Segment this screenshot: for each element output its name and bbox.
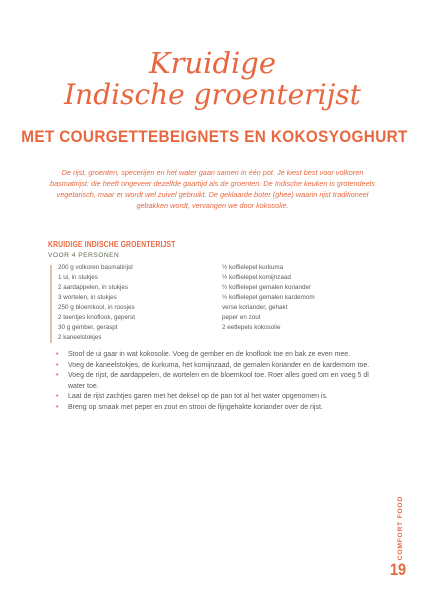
ingredient-item: 30 g gember, geraspt bbox=[58, 324, 118, 331]
bullet-icon: • bbox=[56, 393, 59, 400]
ingredient-item: verse koriander, gehakt bbox=[222, 304, 288, 311]
ingredients-left-column bbox=[58, 263, 218, 343]
ingredient-item: 250 g bloemkool, in roosjes bbox=[58, 304, 135, 311]
ingredient-item: 2 eetlepels kokosolie bbox=[222, 324, 281, 331]
ingredient-item: ½ koffielepel gemalen kardemom bbox=[222, 294, 315, 301]
ingredients-rule bbox=[50, 265, 52, 343]
step-text: Voeg de rijst, de aardappelen, de wortelen en de bloemkool toe. Roer alles goed om en voeg 5 dl water toe. bbox=[68, 372, 369, 390]
ingredient-item: 200 g volkoren basmatirijst bbox=[58, 264, 133, 271]
intro-paragraph: De rijst, groenten, specerijen en het water gaan samen in één pot. Je kiest best voor volkoren basmatirijst: die heeft ongeveer dezelfde gaartijd als de groenten. De Indische keuken is grotendeels vegetarisch, maar er wordt wel zuivel gebruikt. De geklaarde boter (ghee) waarin rijst traditioneel gebakken wordt, vervangen we door kokosolie. bbox=[50, 168, 375, 210]
step-item bbox=[56, 371, 386, 392]
subtitle: MET COURGETTEBEIGNETS EN KOKOSYOGHURT bbox=[21, 127, 408, 146]
bullet-icon: • bbox=[56, 361, 59, 369]
step-item bbox=[56, 392, 386, 403]
title-line-1: Kruidige bbox=[148, 46, 277, 80]
page-number: 19 bbox=[390, 560, 407, 579]
step-item bbox=[56, 403, 386, 414]
section-label: COMFORT FOOD bbox=[397, 496, 404, 561]
recipe-title: KRUIDIGE INDISCHE GROENTERIJST bbox=[48, 240, 176, 249]
servings-label: VOOR 4 PERSONEN bbox=[48, 252, 120, 259]
ingredient-item: ½ koffielepel komijnzaad bbox=[222, 274, 291, 281]
step-text: Laat de rijst zachtjes garen met het deksel op de pan tot al het water opgenomen is. bbox=[68, 393, 328, 400]
preparation-steps bbox=[56, 350, 386, 413]
step-text: Stoof de ui gaar in wat kokosolie. Voeg de gember en de knoflook toe en bak ze even mee. bbox=[68, 351, 351, 358]
step-item bbox=[56, 350, 386, 361]
step-item bbox=[56, 361, 386, 372]
ingredient-item: 2 kaneelstokjes bbox=[58, 334, 102, 341]
ingredient-item: 1 ui, in stukjes bbox=[58, 274, 98, 281]
ingredient-item: 2 aardappelen, in stukjes bbox=[58, 284, 129, 291]
ingredients-right-column bbox=[222, 263, 372, 333]
bullet-icon: • bbox=[56, 372, 59, 379]
step-text: Voeg de kaneelstokjes, de kurkuma, het komijnzaad, de gemalen koriander en de kardemom toe. bbox=[68, 361, 370, 369]
ingredient-item: peper en zout bbox=[222, 314, 261, 321]
ingredient-item: 2 teentjes knoflook, geperst bbox=[58, 314, 136, 321]
step-text: Breng op smaak met peper en zout en strooi de fijngehakte koriander over de rijst. bbox=[68, 403, 323, 411]
title-line-2: Indische groenterijst bbox=[64, 78, 361, 111]
ingredient-item: ½ koffielepel gemalen koriander bbox=[222, 284, 312, 291]
bullet-icon: • bbox=[56, 403, 59, 411]
bullet-icon: • bbox=[56, 351, 59, 358]
ingredient-item: 3 wortelen, in stukjes bbox=[58, 294, 117, 301]
ingredient-item: ½ koffielepel kurkuma bbox=[222, 264, 284, 271]
